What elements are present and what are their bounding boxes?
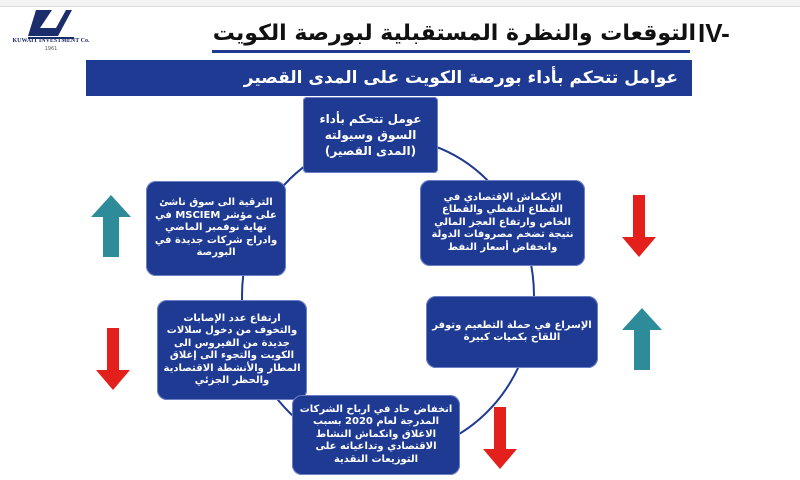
factor-text: الترقية الى سوق ناشئ على مؤشر MSCIEM في نهاية نوفمبر الماضي وادراج شركات جديدة في البورصة xyxy=(154,197,278,259)
up-arrow-icon xyxy=(622,308,662,370)
factor-text: الإنكماش الإقتصادي في القطاع النفطي والقطاع الخاص وارتفاع العجز المالي نتيجة تضخم مصروفات الدولة وانخفاض أسعار النفط xyxy=(431,191,574,253)
logo-year: 1961 xyxy=(44,46,58,52)
factor-box-vaccination xyxy=(426,296,598,368)
factor-box-covid-cases xyxy=(157,300,307,400)
factor-text: ارتفاع عدد الإصابات والتخوف من دخول سلالات جديدة من الفيروس الى الكويت والتجوء الى إغلاق المطار والأنشطة الاقتصادية والحظر الجزئي xyxy=(163,312,301,386)
subtitle-banner: عوامل تتحكم بأداء بورصة الكويت على المدى القصير xyxy=(86,60,692,96)
factor-text: الإسراع في حملة التطعيم وتوفر اللقاح بكميات كبيرة xyxy=(432,319,592,343)
up-arrow-icon xyxy=(91,195,131,257)
factor-box-oil-contraction xyxy=(420,180,585,266)
section-number: IV- xyxy=(698,18,730,48)
factor-text: انخفاض حاد في ارباح الشركات المدرجة لعام 2020 بسبب الاغلاق وانكماش النشاط الاقتصادي وتداعياته على التوزيعات النقدية xyxy=(299,403,453,465)
factor-box-earnings-drop xyxy=(292,395,460,475)
factor-box-msci-upgrade xyxy=(146,181,286,276)
logo-company-name: KUWAIT INVESTMENT Co. xyxy=(12,38,90,44)
down-arrow-icon xyxy=(96,328,130,390)
down-arrow-icon xyxy=(622,195,656,257)
center-factor-box xyxy=(303,97,438,173)
down-arrow-icon xyxy=(483,407,517,469)
center-factor-text: عومل تتحكم بأداء السوق وسيولته (المدى القصير) xyxy=(319,112,422,158)
page-title: التوقعات والنظرة المستقبلية لبورصة الكويت xyxy=(212,21,696,46)
